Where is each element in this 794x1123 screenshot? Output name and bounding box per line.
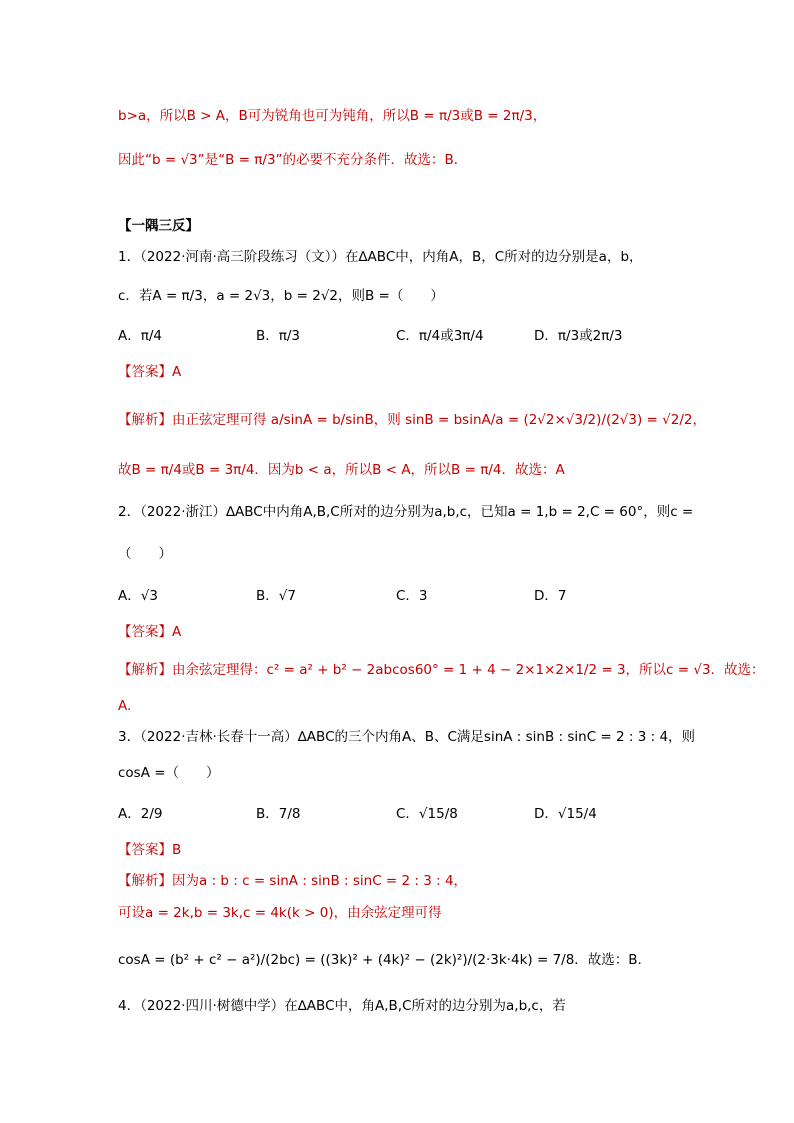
q2-stem-line-1: 2．（2022·浙江）∆ABC中内角A,B,C所对的边分别为a,b,c，已知a = 1,b = 2,C = 60°，则c =: [118, 504, 694, 520]
q2-explanation-2: A.: [118, 698, 132, 714]
q2-stem-line-2: （ ）: [118, 546, 172, 562]
prev-solution-line-2: 因此“b = √3”是“B = π/3”的必要不充分条件．故选：B．: [118, 152, 468, 168]
q3-stem-line-1: 3．（2022·吉林·长春十一高）∆ABC的三个内角A、B、C满足sinA : sinB : sinC = 2 : 3 : 4，则: [118, 729, 696, 745]
q3-option-d: D．√15/4: [534, 806, 597, 822]
q3-option-c: C．√15/8: [396, 806, 458, 822]
q2-option-b: B．√7: [256, 588, 296, 604]
section-title: 【一隅三反】: [118, 218, 199, 234]
prev-solution-line-1: b>a，所以B > A，B可为锐角也可为钝角，所以B = π/3或B = 2π/3，: [118, 108, 547, 124]
q1-explanation-2: 故B = π/4或B = 3π/4．因为b < a，所以B < A，所以B = π/4．故选：A: [118, 462, 565, 478]
q1-answer: 【答案】A: [118, 364, 182, 380]
q3-answer: 【答案】B: [118, 842, 182, 858]
q1-stem-line-2: c．若A = π/3，a = 2√3，b = 2√2，则B =（ ）: [118, 288, 444, 304]
q1-stem-line-1: 1．（2022·河南·高三阶段练习（文））在∆ABC中，内角A，B，C所对的边分别是a，b，: [118, 249, 643, 265]
q2-option-d: D．7: [534, 588, 567, 604]
q2-answer: 【答案】A: [118, 624, 182, 640]
q1-option-a: A．π/4: [118, 328, 163, 344]
q3-option-b: B．7/8: [256, 806, 301, 822]
q2-option-c: C．3: [396, 588, 428, 604]
q3-stem-line-2: cosA =（ ）: [118, 765, 220, 781]
q3-explanation-1: 【解析】因为a : b : c = sinA : sinB : sinC = 2 : 3 : 4，: [118, 873, 468, 889]
q1-option-c: C．π/4或3π/4: [396, 328, 484, 344]
q3-option-a: A．2/9: [118, 806, 163, 822]
q3-explanation-2: 可设a = 2k,b = 3k,c = 4k(k > 0)，由余弦定理可得: [118, 905, 442, 921]
q1-option-b: B．π/3: [256, 328, 301, 344]
q4-stem-line-1: 4．（2022·四川·树德中学）在∆ABC中，角A,B,C所对的边分别为a,b,c，若: [118, 998, 566, 1014]
q3-explanation-3: cosA = (b² + c² − a²)/(2bc) = ((3k)² + (4k)² − (2k)²)/(2·3k·4k) = 7/8．故选：B.: [118, 952, 642, 968]
q2-explanation-1: 【解析】由余弦定理得：c² = a² + b² − 2abcos60° = 1 + 4 − 2×1×2×1/2 = 3，所以c = √3．故选：: [118, 662, 765, 678]
q2-option-a: A．√3: [118, 588, 158, 604]
q1-option-d: D．π/3或2π/3: [534, 328, 623, 344]
q1-explanation-1: 【解析】由正弦定理可得 a/sinA = b/sinB，则 sinB = bsinA/a = (2√2×√3/2)/(2√3) = √2/2，: [118, 412, 706, 428]
